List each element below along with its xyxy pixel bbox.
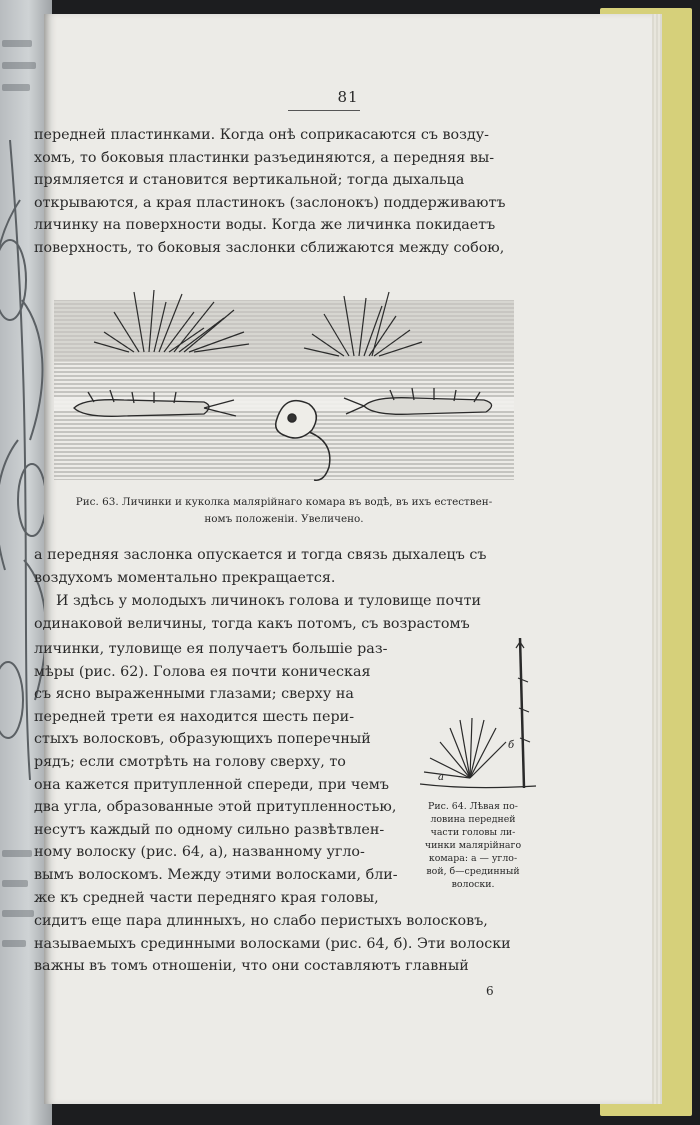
caption-line: Рис. 63. Личинки и куколка малярійнаго комара въ водѣ, въ ихъ естествен-: [75, 496, 493, 508]
text-line: же къ средней части передняго края головы,: [34, 889, 379, 906]
page-number-rule: [288, 110, 360, 111]
water-surface-band: [54, 300, 514, 362]
signature-mark: 6: [486, 984, 494, 998]
figure-64-illustration: [420, 638, 540, 798]
caption-line: волоски.: [451, 879, 495, 890]
text-line: открываются, а края пластинокъ (заслонокъ) поддерживаютъ: [34, 194, 506, 211]
paragraph-3-wrapped: [34, 638, 404, 909]
paragraph-2: [34, 544, 524, 589]
caption-line: номъ положеніи. Увеличено.: [204, 513, 364, 525]
facing-page-text-trace: [2, 910, 34, 917]
text-line: воздухомъ моментально прекращается.: [34, 569, 336, 586]
facing-page-text-trace: [2, 880, 28, 887]
figure-64-label-a: а: [438, 772, 444, 783]
figure-64-caption: [408, 800, 538, 891]
page-number: 81: [337, 88, 359, 106]
medial-hair-branches: [518, 678, 530, 742]
facing-page-text-trace: [2, 62, 36, 69]
text-line: важны въ томъ отношеніи, что они составляютъ главный: [34, 958, 469, 975]
caption-line: части головы ли-: [430, 827, 516, 838]
text-line: И здѣсь у молодыхъ личинокъ голова и туловище почти: [56, 593, 482, 609]
facing-page-text-trace: [2, 850, 32, 857]
medial-hair: [520, 638, 524, 788]
text-line: рядъ; если смотрѣть на голову сверху, то: [34, 753, 346, 770]
text-line: съ ясно выраженными глазами; сверху на: [34, 686, 354, 703]
text-line: несутъ каждый по одному сильно развѣтвлен-: [34, 821, 385, 838]
facing-page-text-trace: [2, 40, 32, 47]
figure-64-label-b: б: [508, 740, 515, 751]
text-line: сидитъ еще пара длинныхъ, но слабо перистыхъ волосковъ,: [34, 913, 488, 929]
angular-hair-tuft: [424, 718, 506, 778]
caption-line: чинки малярійнаго: [424, 840, 522, 851]
paragraph-3-start: [34, 590, 524, 635]
text-line: личинку на поверхности воды. Когда же личинка покидаетъ: [34, 217, 496, 234]
caption-line: Рис. 64. Лѣвая по-: [428, 801, 518, 812]
caption-line: комара: а — угло-: [428, 853, 518, 864]
text-line: она кажется притупленной спереди, при чемъ: [34, 776, 390, 793]
text-line: поверхность, то боковыя заслонки сближаются между собою,: [34, 239, 505, 256]
caption-line: ловина передней: [430, 814, 516, 825]
text-line: два угла, образованные этой притупленностью,: [34, 799, 397, 816]
text-line: стыхъ волосковъ, образующихъ поперечный: [34, 731, 371, 748]
text-line: хомъ, то боковыя пластинки разъединяются, а передняя вы-: [34, 149, 495, 166]
caption-line: вой, б—срединный: [426, 866, 520, 877]
text-line: вымъ волоскомъ. Между этими волосками, бли-: [34, 866, 398, 883]
text-line: ному волоску (рис. 64, а), названному угло-: [34, 844, 365, 861]
paragraph-3-end: [34, 910, 524, 978]
text-line: одинаковой величины, тогда какъ потомъ, съ возрастомъ: [34, 615, 470, 632]
text-line: прямляется и становится вертикальной; тогда дыхальца: [34, 172, 465, 189]
paragraph-1: [34, 124, 524, 260]
text-line: личинки, туловище ея получаетъ большіе раз-: [34, 641, 388, 657]
text-line: передней трети ея находится шесть пери-: [34, 708, 355, 725]
facing-page-text-trace: [2, 940, 26, 947]
facing-page-text-trace: [2, 84, 30, 91]
text-line: называемыхъ срединными волосками (рис. 64, б). Эти волоски: [34, 935, 511, 952]
figure-63-caption: [34, 494, 534, 528]
text-line: а передняя заслонка опускается и тогда связь дыхалецъ съ: [34, 547, 487, 563]
book-page: [34, 14, 652, 1104]
figure-63-illustration: [54, 282, 529, 486]
text-line: мѣры (рис. 62). Голова ея почти коническая: [34, 663, 371, 680]
head-outline: [420, 784, 536, 788]
text-line: передней пластинками. Когда онѣ соприкасаются съ возду-: [34, 127, 490, 143]
